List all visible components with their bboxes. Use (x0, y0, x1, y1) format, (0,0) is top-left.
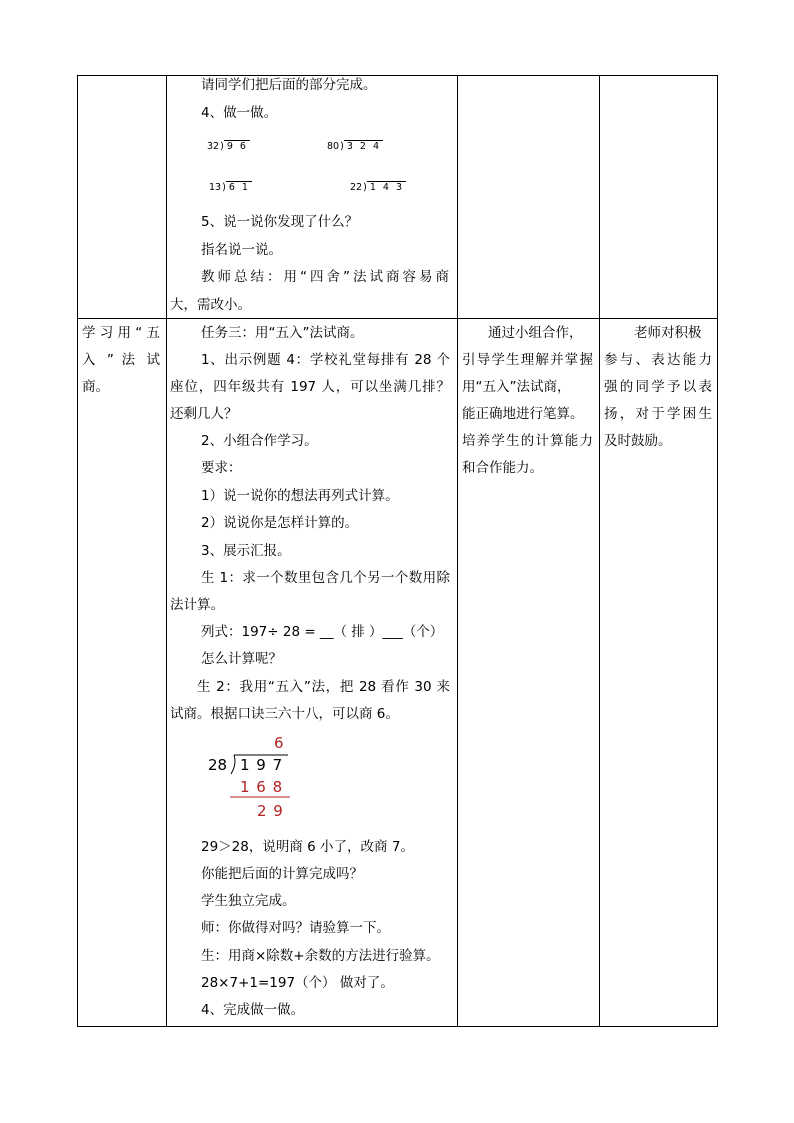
design-intent-line: 引导学生理解并掌握 (462, 352, 593, 368)
table-border-top (77, 75, 718, 76)
text-line: 4、完成做一做。 (201, 1002, 305, 1018)
table-column-divider-1 (166, 75, 167, 1027)
text-line: 生：用商×除数+余数的方法进行验算。 (201, 948, 440, 964)
text-line: 任务三：用“五入”法试商。 (201, 325, 364, 341)
text-line: 1）说一说你的想法再列式计算。 (201, 488, 399, 504)
text-line: 2）说说你是怎样计算的。 (201, 515, 359, 531)
text-line: 学生独立完成。 (201, 893, 296, 909)
remainder: 2 9 (257, 802, 284, 820)
table-row-divider (77, 318, 718, 319)
example-dividend: 6 1 (226, 181, 252, 194)
text-line: 师：你做得对吗？请验算一下。 (201, 920, 390, 936)
text-line: 2、小组合作学习。 (201, 433, 318, 449)
example-dividend: 9 6 (224, 140, 250, 153)
text-line: 法计算。 (170, 597, 224, 613)
example-divisor: 32 (207, 141, 220, 152)
table-column-divider-3 (599, 75, 600, 1027)
design-intent-line: 能正确地进行笔算。 (462, 406, 584, 422)
example-divisor: 22 (350, 182, 363, 193)
text-line: 要求： (201, 460, 242, 476)
text-line: 教师总结：用“四舍”法试商容易商 (201, 269, 449, 285)
design-intent-line: 和合作能力。 (462, 460, 543, 476)
example-dividend: 3 2 4 (344, 140, 383, 153)
text-line: 怎么计算呢？ (201, 651, 282, 667)
table-border-bottom (77, 1026, 718, 1027)
evaluation-line: 及时鼓励。 (604, 433, 672, 449)
long-division-example: 32) 9 6 (207, 141, 248, 152)
text-line: 4、做一做。 (201, 105, 278, 121)
text-line: 指名说一说。 (201, 242, 282, 258)
example-divisor: 80 (327, 141, 340, 152)
text-line: 列式：197÷ 28 = __（ 排 ）___（个） (201, 624, 444, 640)
text-line: 请同学们把后面的部分完成。 (201, 77, 377, 93)
quotient: 6 (274, 734, 284, 752)
text-line: 生 1：求一个数里包含几个另一个数用除 (201, 570, 450, 586)
long-division-example: 13) 6 1 (209, 182, 250, 193)
evaluation-line: 老师对积极 (634, 325, 702, 341)
evaluation-line: 强的同学予以表 (604, 379, 712, 395)
text-line: 生 2：我用“五入”法，把 28 看作 30 来 (197, 679, 450, 695)
evaluation-line: 扬，对于学困生 (604, 406, 712, 422)
design-intent-line: 培养学生的计算能力 (462, 433, 593, 449)
text-line: 5、说一说你发现了什么？ (201, 214, 359, 230)
long-division-example: 80) 3 2 4 (327, 141, 381, 152)
text-line: 试商。根据口诀三六十八，可以商 6。 (170, 706, 399, 722)
text-line: 3、展示汇报。 (201, 543, 291, 559)
table-border-left (77, 75, 78, 1027)
table-border-right (717, 75, 718, 1027)
evaluation-line: 参与、表达能力 (604, 352, 712, 368)
objective-line: 学习用“五 (82, 325, 160, 341)
objective-line: 入 ” 法 试 (82, 352, 160, 368)
text-line: 大，需改小。 (170, 297, 251, 313)
divisor: 28 (208, 756, 228, 774)
design-intent-line: 通过小组合作， (488, 325, 583, 341)
objective-line: 商。 (82, 379, 109, 395)
product: 1 6 8 (240, 778, 284, 796)
text-line: 座位，四年级共有 197 人，可以坐满几排？ (170, 379, 450, 395)
text-line: 28×7+1=197（个） 做对了。 (201, 975, 394, 991)
example-divisor: 13 (209, 182, 222, 193)
table-column-divider-2 (457, 75, 458, 1027)
long-division-example: 22) 1 4 3 (350, 182, 404, 193)
long-division-worked (200, 734, 310, 824)
text-line: 1、出示例题 4：学校礼堂每排有 28 个 (201, 352, 450, 368)
text-line: 还剩几人？ (170, 406, 238, 422)
text-line: 你能把后面的计算完成吗？ (201, 866, 363, 882)
example-dividend: 1 4 3 (367, 181, 406, 194)
dividend: 1 9 7 (240, 756, 284, 774)
design-intent-line: 用“五入”法试商， (462, 379, 571, 395)
text-line: 29＞28，说明商 6 小了，改商 7。 (201, 839, 414, 855)
